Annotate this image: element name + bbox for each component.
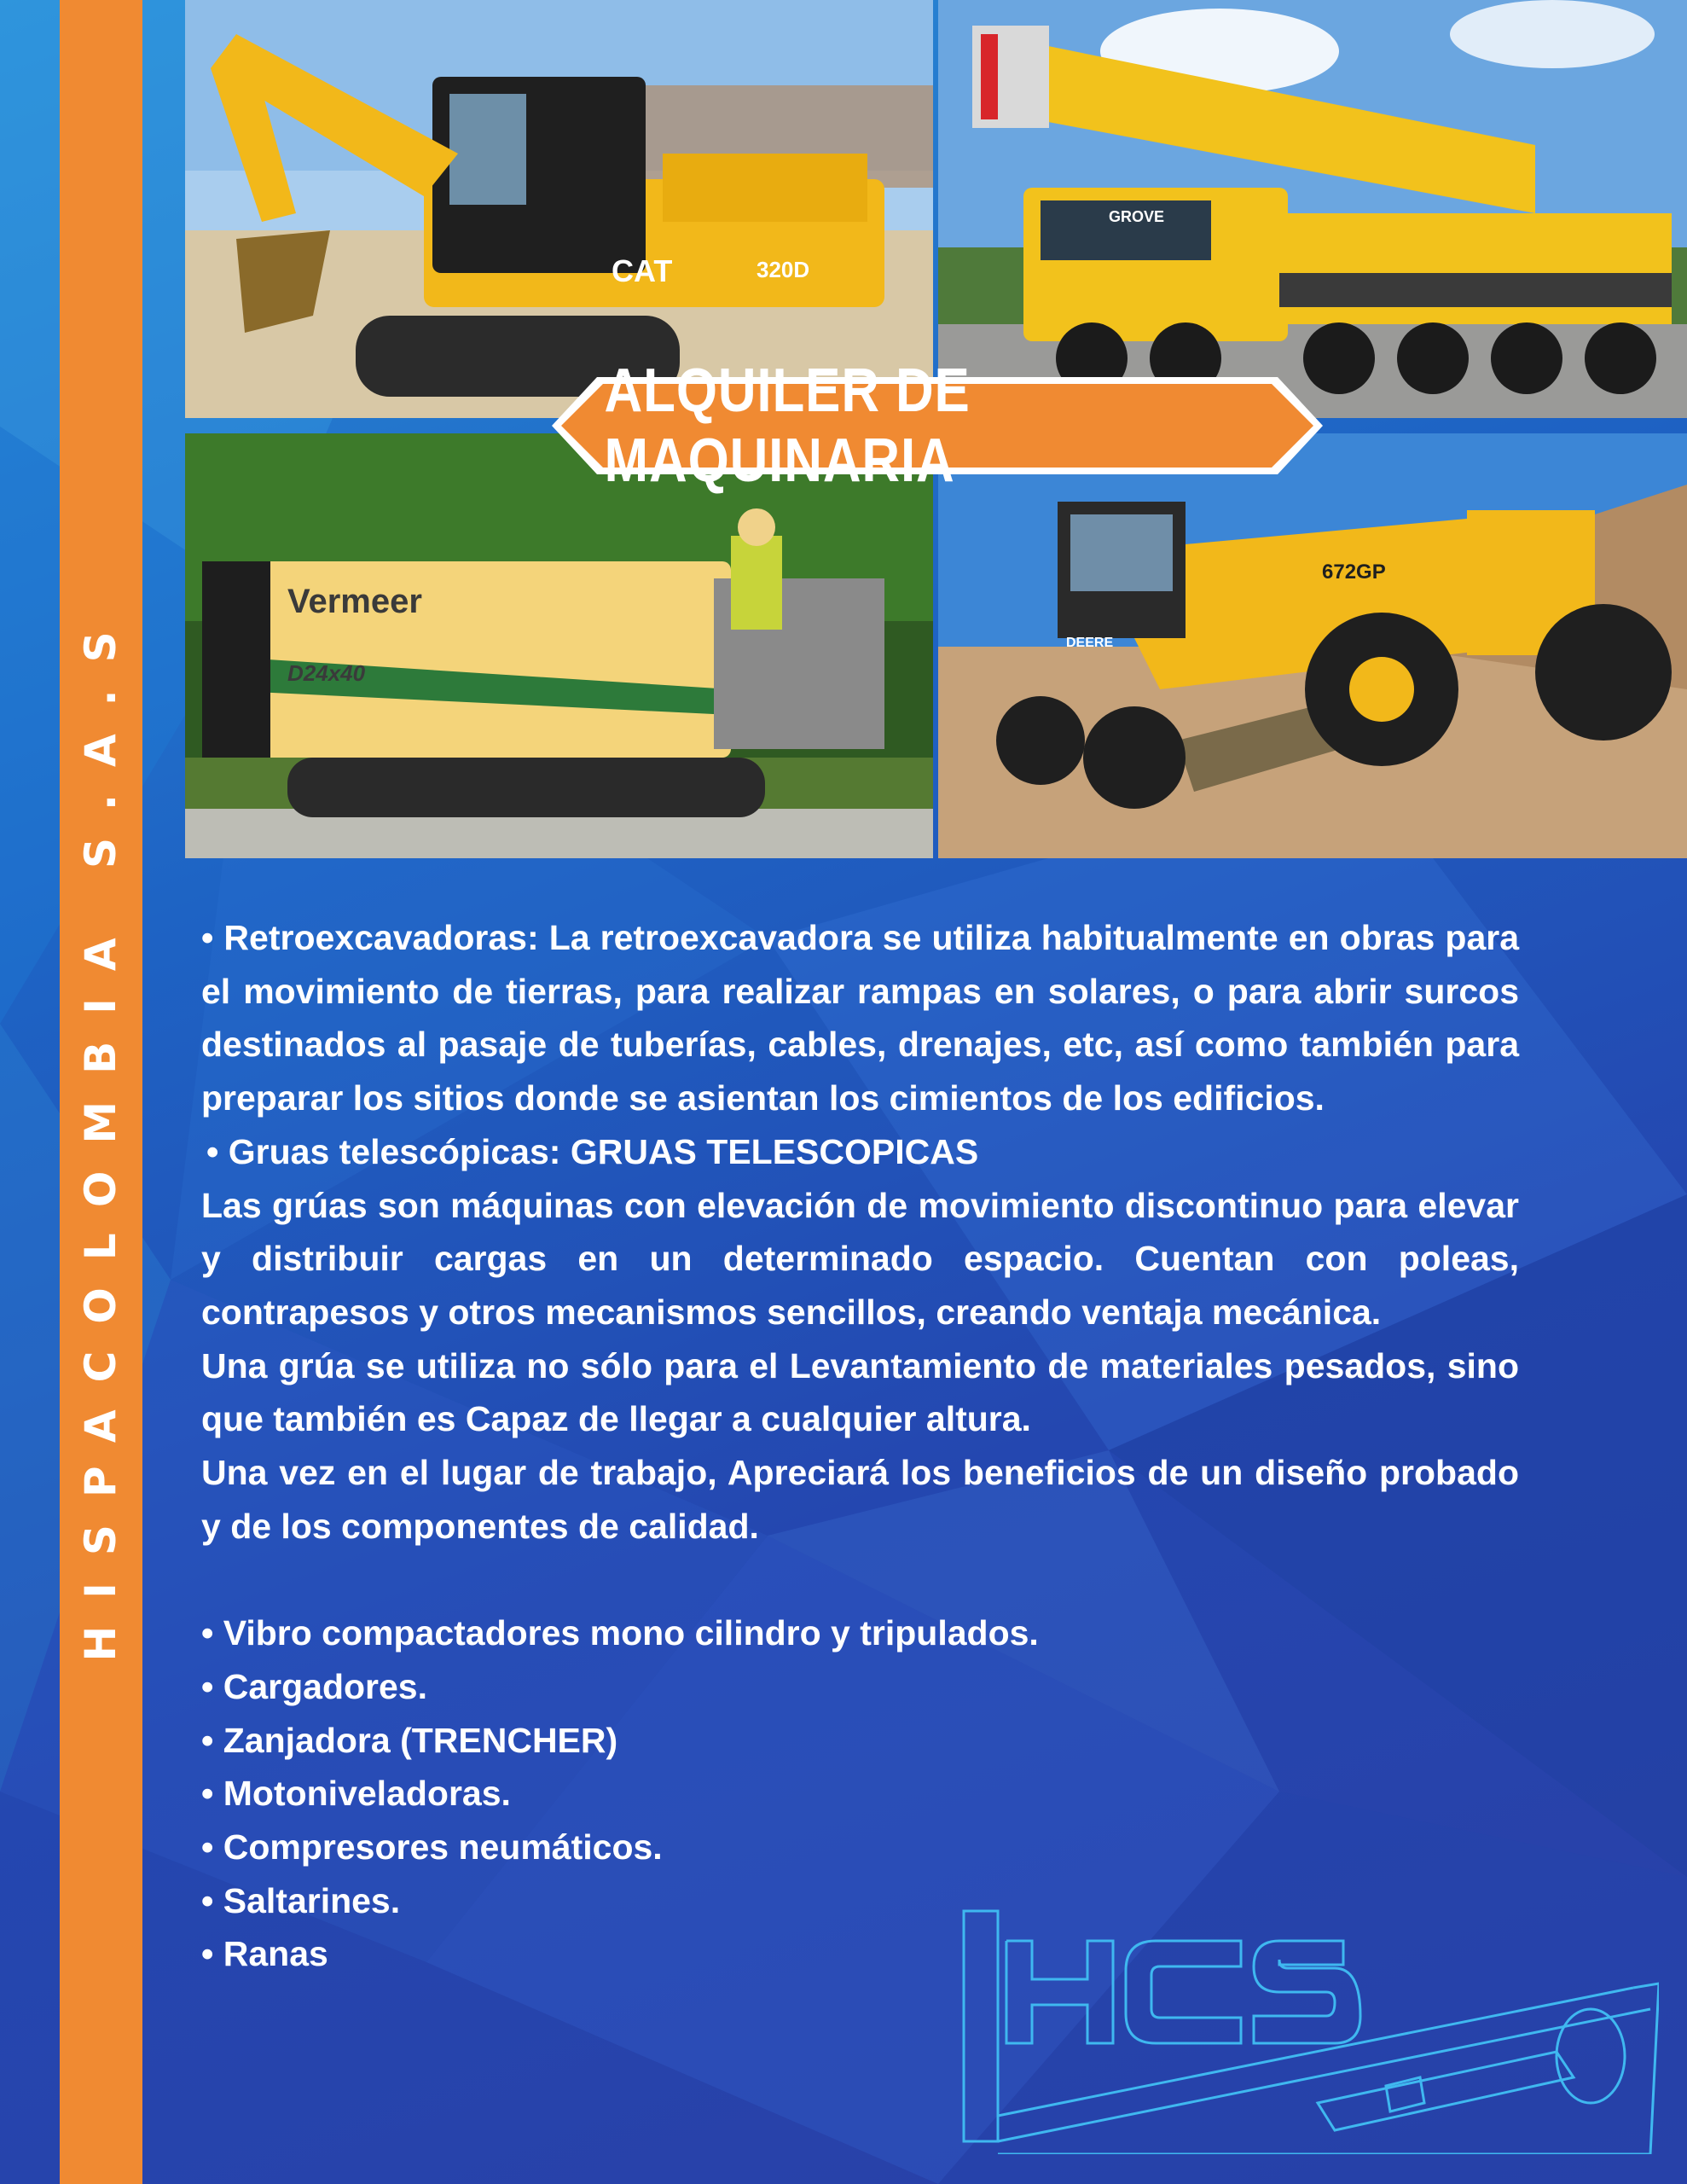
svg-text:D24x40: D24x40	[287, 660, 366, 686]
gruas-paragraph-1: Las grúas son máquinas con elevación de movimiento discontinuo para elevar y distribuir cargas en un determinado espacio. Cuentan con poleas, contrapesos y otros mecanismos sencillos, creando ventaja mecánica.	[201, 1185, 1519, 1332]
banner-title: ALQUILER DE MAQUINARIA	[604, 357, 971, 495]
list-item: • Vibro compactadores mono cilindro y tripulados.	[201, 1613, 1039, 1653]
gruas-heading: • Gruas telescópicas: GRUAS TELESCOPICAS	[206, 1131, 979, 1171]
svg-text:672GP: 672GP	[1322, 561, 1386, 584]
retroexcavadoras-paragraph: • Retroexcavadoras: La retroexcavadora se utiliza habitualmente en obras para el movimiento de tierras, para realizar rampas en solares, o para abrir surcos destinados al pasaje de tuberías, cables, drenajes, etc, así como también para preparar los sitios donde se asientan los cimientos de los edificios.	[201, 918, 1519, 1118]
gruas-paragraph-3: Una vez en el lugar de trabajo, Apreciará los beneficios de un diseño probado y de los componentes de calidad.	[201, 1453, 1519, 1546]
svg-text:320D: 320D	[757, 257, 810, 282]
vertical-company-name: HISPACOLOMBIA S.A.S	[76, 604, 125, 1662]
list-item: • Motoniveladoras.	[201, 1774, 511, 1814]
hcs-logo	[959, 1907, 1659, 2154]
svg-text:GROVE: GROVE	[1109, 208, 1165, 225]
list-item: • Cargadores.	[201, 1666, 427, 1706]
list-item: • Zanjadora (TRENCHER)	[201, 1720, 618, 1760]
svg-text:CAT: CAT	[612, 253, 673, 288]
list-item: • Saltarines.	[201, 1880, 401, 1920]
content-body	[201, 911, 1519, 1981]
list-item: • Compresores neumáticos.	[201, 1827, 663, 1867]
svg-text:Vermeer: Vermeer	[287, 583, 422, 620]
svg-text:DEERE: DEERE	[1066, 636, 1114, 650]
photo-grader	[938, 433, 1687, 858]
title-banner	[550, 357, 1325, 495]
spacer	[201, 1553, 1519, 1606]
gruas-paragraph-2: Una grúa se utiliza no sólo para el Levantamiento de materiales pesados, sino que también es Capaz de llegar a cualquier altura.	[201, 1345, 1519, 1439]
list-item: • Ranas	[201, 1934, 328, 1974]
photo-drill	[185, 433, 933, 858]
